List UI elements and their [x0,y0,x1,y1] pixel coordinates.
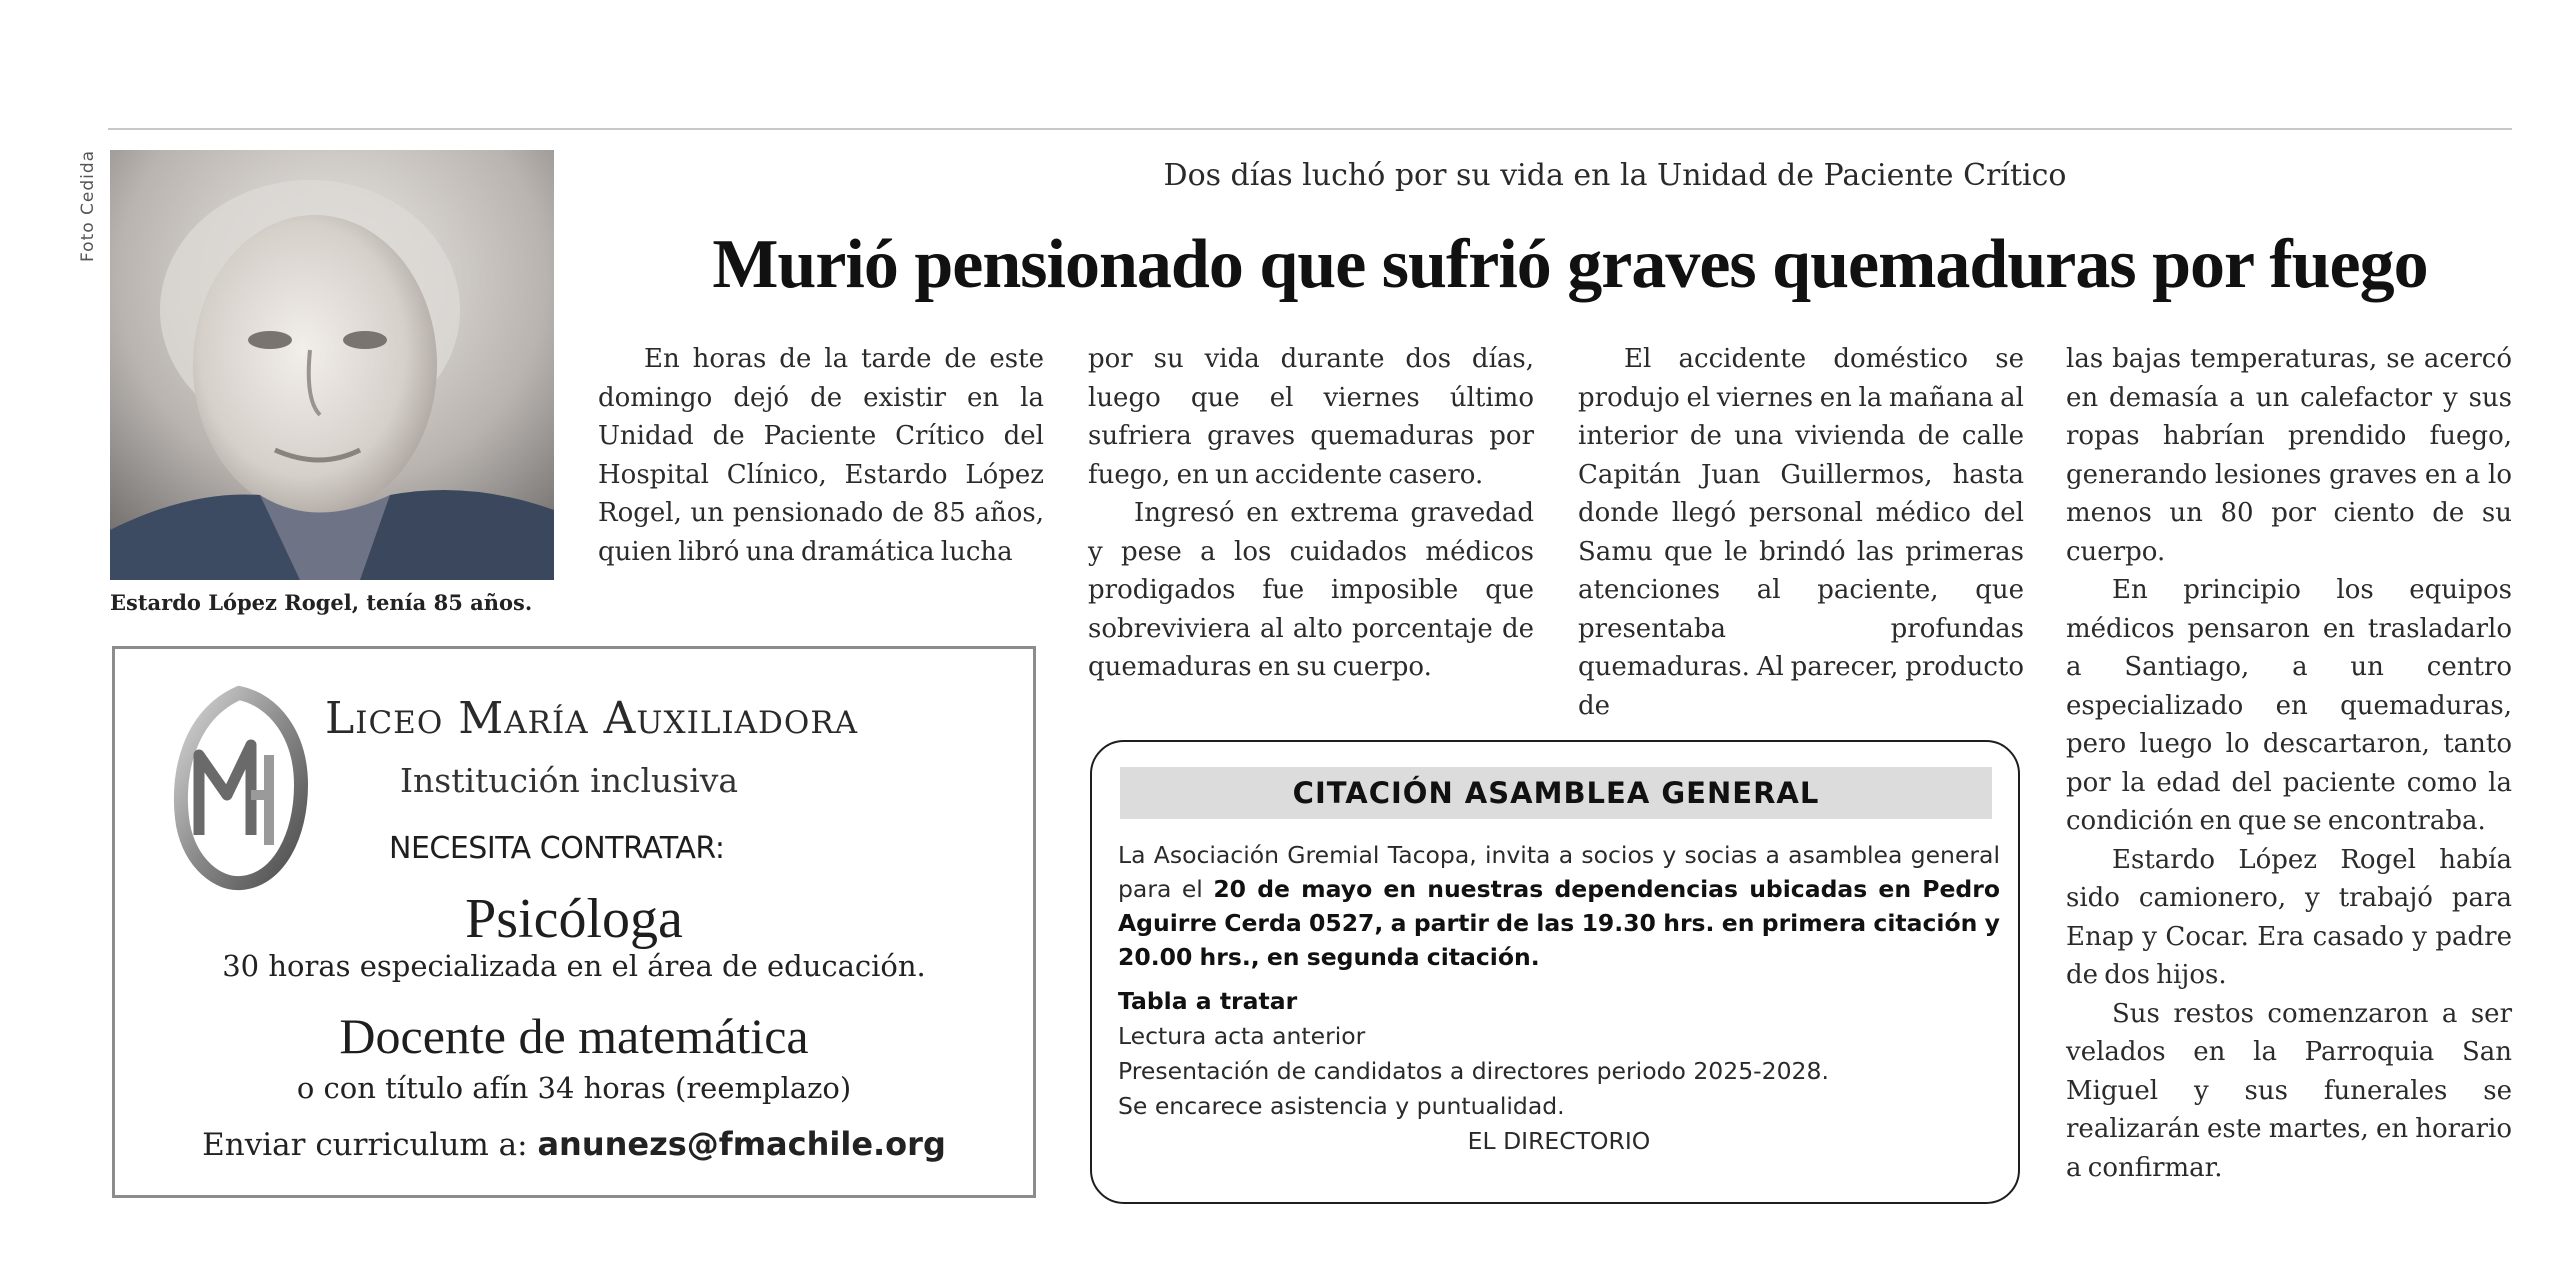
job-title-psicologa: Psicóloga [465,888,683,950]
citacion-notice [1090,740,2020,1204]
citacion-signature: EL DIRECTORIO [1467,1127,1651,1155]
article-paragraph: Sus restos comenzaron a ser velados en la Parroquia San Miguel y sus funerales se realizarán este martes, en horario a confirmar. [2066,998,2512,1183]
article-paragraph: En principio los equipos médicos pensaron en trasladarlo a Santiago, a un centro especializado en quemaduras, pero luego lo descartaron, tanto por la edad del paciente como la condición en que se encontraba. [2066,575,2512,836]
portrait-photo [110,150,554,580]
send-cv-label: Enviar curriculum a: [202,1127,528,1163]
article-paragraph: las bajas temperaturas, se acercó en demasía a un calefactor y sus ropas habrían prendido fuego, generando lesiones graves en a lo menos un 80 por ciento de su cuerpo. [2066,344,2512,567]
article-paragraph: En horas de la tarde de este domingo dejó de existir en la Unidad de Paciente Crítico del Hospital Clínico, Estardo López Rogel, un pensionado de 85 años, quien libró una dramática lucha [598,344,1044,567]
citacion-body [1118,838,2000,974]
article-column-4 [2066,340,2512,1187]
article-paragraph: por su vida durante dos días, luego que el viernes último sufriera graves quemaduras por fuego, en un accidente casero. [1088,344,1534,490]
portrait-illustration [110,150,554,580]
liceo-name: Liceo María Auxiliadora [325,693,859,744]
liceo-tagline: Institución inclusiva [400,761,739,800]
article-kicker: Dos días luchó por su vida en la Unidad de Paciente Crítico [1163,158,2067,193]
article-paragraph: El accidente doméstico se produjo el viernes en la mañana al interior de una vivienda de calle Capitán Juan Guillermos, hasta donde llegó personal médico del Samu que le brindó las primeras atenciones al paciente, que presentaba profundas quemaduras. Al parecer, producto de [1578,344,2024,721]
article-column-2 [1088,340,1534,687]
agenda-item: Presentación de candidatos a directores periodo 2025-2028. [1118,1057,1829,1085]
article-paragraph: Ingresó en extrema gravedad y pese a los cuidados médicos prodigados fue imposible que sobreviviera al alto porcentaje de quemaduras en su cuerpo. [1088,498,1534,682]
agenda-item: Lectura acta anterior [1118,1022,1366,1050]
job-title-docente: Docente de matemática [339,1008,809,1064]
send-cv-line [115,1125,1033,1163]
citacion-agenda [1118,984,2000,1159]
citacion-title: CITACIÓN ASAMBLEA GENERAL [1120,767,1992,819]
citacion-intro: La Asociación Gremial Tacopa, invita a socios y socias a asamblea general para el [1118,841,2000,903]
article-paragraph: Estardo López Rogel había sido camionero, y trabajó para Enap y Cocar. Era casado y padre de dos hijos. [2066,844,2512,990]
photo-credit: Foto Cedida [78,150,98,263]
contact-email-link[interactable]: anunezs@fmachile.org [537,1125,946,1163]
hiring-heading: NECESITA CONTRATAR: [389,831,725,866]
article-column-1 [598,340,1044,571]
mha-monogram-icon [169,685,309,891]
job-detail-docente: o con título afín 34 horas (reemplazo) [296,1071,852,1105]
citacion-details: 20 de mayo en nuestras dependencias ubicadas en Pedro Aguirre Cerda 0527, a partir de las 19.30 hrs. en primera citación y 20.00 hrs., en segunda citación. [1118,875,2000,971]
photo-caption: Estardo López Rogel, tenía 85 años. [110,590,533,615]
article-column-3 [1578,340,2024,725]
liceo-job-ad [112,646,1036,1198]
job-detail-psicologa: 30 horas especializada en el área de educación. [222,949,926,983]
article-headline: Murió pensionado que sufrió graves quemaduras por fuego [712,226,2428,303]
agenda-item: Se encarece asistencia y puntualidad. [1118,1092,1565,1120]
top-rule [108,128,2512,130]
agenda-title: Tabla a tratar [1118,987,1298,1015]
